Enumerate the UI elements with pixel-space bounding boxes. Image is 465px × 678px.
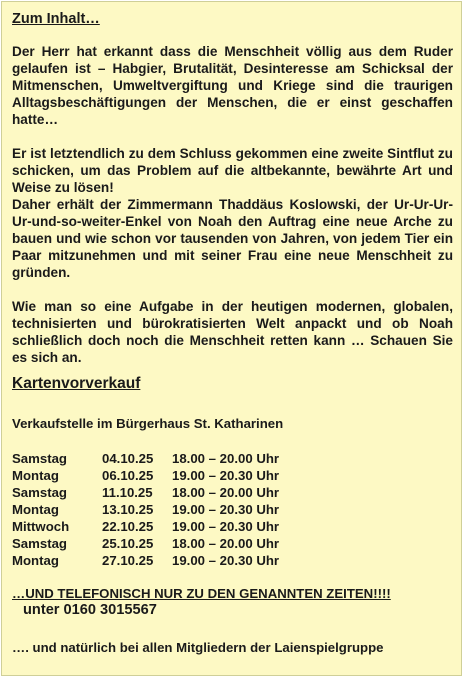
content-paragraph: Der Herr hat erkannt dass die Menschheit völlig aus dem Ruder gelaufen ist – Habgier, Brutalität, Desinteresse am Schicksal der Mitmenschen, Umweltvergiftung und Kriege sind die traurigen Alltagsbeschäftigungen der Menschen, die er einst geschaffen hatte… [12,44,453,127]
sales-venue: Verkaufstelle im Bürgerhaus St. Katharinen [12,416,284,431]
flyer-panel [1,1,462,676]
date-day: Montag [12,553,59,568]
date-value: 25.10.25 [102,536,154,551]
date-value: 22.10.25 [102,519,154,534]
date-day: Mittwoch [12,519,70,534]
date-time: 18.00 – 20.00 Uhr [172,536,280,551]
table-row [12,450,279,467]
phone-number: unter 0160 3015567 [23,602,157,618]
date-day: Samstag [12,451,67,466]
date-value: 11.10.25 [102,485,153,500]
presale-dates-table [12,450,279,569]
presale-heading: Kartenvorverkauf [12,375,141,392]
date-value: 06.10.25 [102,468,154,483]
content-heading: Zum Inhalt… [12,11,100,27]
date-day: Montag [12,502,59,517]
date-time: 19.00 – 20.30 Uhr [172,468,280,483]
date-time: 19.00 – 20.30 Uhr [172,502,280,517]
date-time: 19.00 – 20.30 Uhr [172,553,280,568]
content-paragraph: Daher erhält der Zimmermann Thaddäus Koslowski, der Ur-Ur-Ur-Ur-und-so-weiter-Enkel von Noah den Auftrag eine neue Arche zu bauen und wie schon vor tausenden von Jahren, von jedem Tier ein Paar mitzunehmen und mit seiner Frau eine neue Menschheit zu gründen. [12,197,453,280]
date-day: Samstag [12,536,67,551]
date-value: 13.10.25 [102,502,154,517]
date-time: 18.00 – 20.00 Uhr [172,485,280,500]
date-time: 19.00 – 20.30 Uhr [172,519,280,534]
content-paragraph: Er ist letztendlich zu dem Schluss gekommen eine zweite Sintflut zu schicken, um das Problem auf die altbekannte, bewährte Art und Weise zu lösen! [12,146,453,195]
footer-note: …. und natürlich bei allen Mitgliedern der Laienspielgruppe [12,640,384,655]
date-value: 04.10.25 [102,451,154,466]
phone-notice: …UND TELEFONISCH NUR ZU DEN GENANNTEN ZEITEN!!!! [12,586,391,601]
date-value: 27.10.25 [102,553,154,568]
table-row [12,518,279,535]
table-row [12,552,279,569]
date-time: 18.00 – 20.00 Uhr [172,451,280,466]
date-day: Samstag [12,485,67,500]
table-row [12,501,279,518]
table-row [12,484,279,501]
table-row [12,467,279,484]
content-paragraph: Wie man so eine Aufgabe in der heutigen modernen, globalen, technisierten und bürokratisierten Welt anpackt und ob Noah schließlich doch noch die Menschheit retten kann … Schauen Sie es sich an. [12,299,453,365]
date-day: Montag [12,468,59,483]
table-row [12,535,279,552]
